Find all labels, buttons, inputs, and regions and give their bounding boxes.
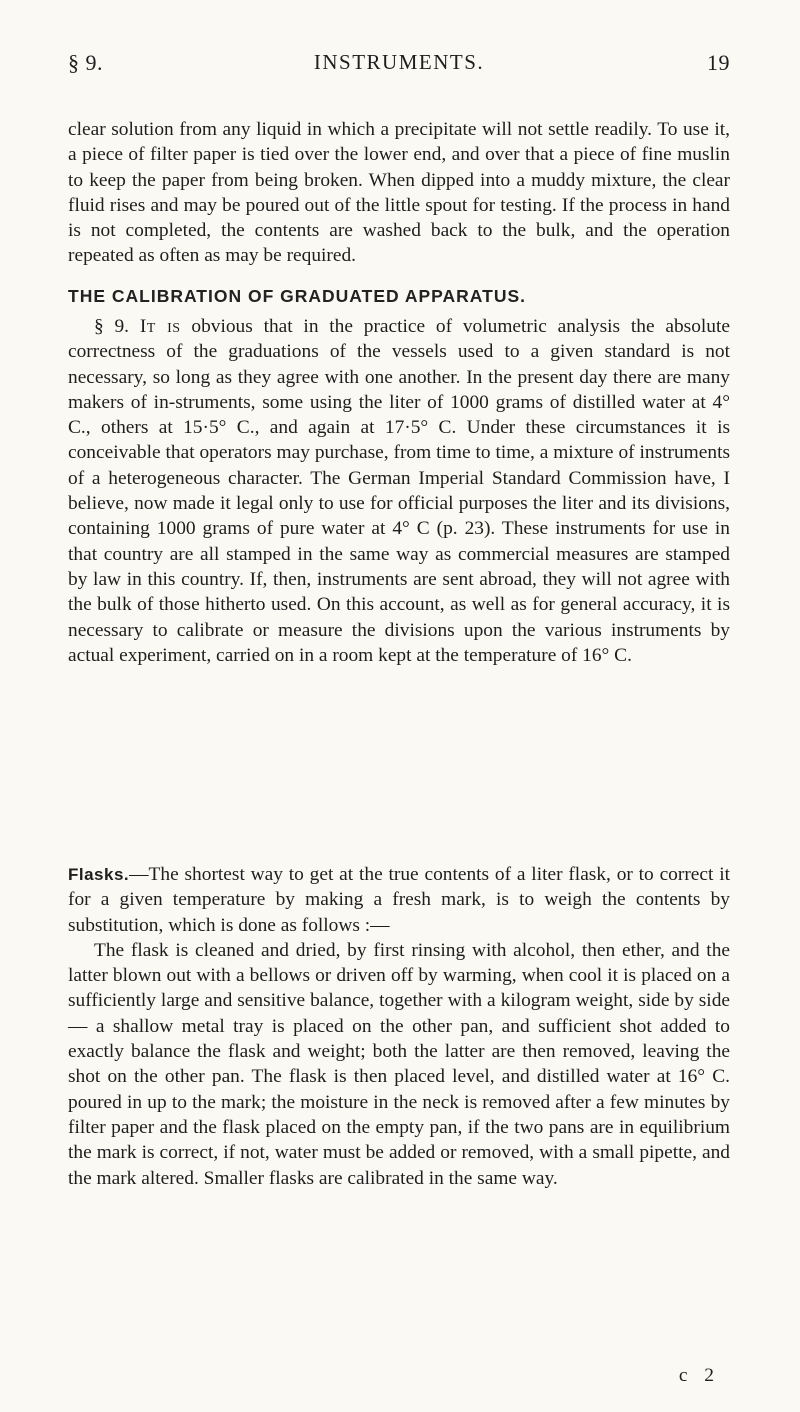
paragraph-2-text [68,314,730,668]
paragraph-3-text [68,862,730,938]
paragraph-2-body: obvious that in the practice of volumetric analysis the absolute correctness of the graduations of the vessels used to a given standard is not necessary, so long as they agree with one another. In the present day there are many makers of in-struments, some using the liter of 1000 grams of distilled water at 4° C., others at 15·5° C., and again at 17·5° C. Under these circumstances it is conceivable that operators may purchase, from time to time, a mixture of instruments of a heterogeneous character. The German Imperial Standard Commission have, I believe, now made it legal only to use for official purposes the liter and its divisions, containing 1000 grams of pure water at 4° C (p. 23). These instruments for use in that country are all stamped in the same way as commercial measures are stamped by law in this country. If, then, instruments are sent abroad, they will not agree with the bulk of those hitherto used. On this account, as well as for general accuracy, it is necessary to calibrate or measure the divisions upon the various instruments by actual experiment, carried on in a room kept at the temperature of 16° C. [68,316,730,666]
running-header [68,50,730,86]
paragraph-1 [68,117,730,269]
header-title: INSTRUMENTS. [313,50,485,74]
paragraph-4-text: The flask is cleaned and dried, by first rinsing with alcohol, then ether, and the latter blown out with a bellows or driven off by warming, when cool it is placed on a sufficiently large and sensitive balance, together with a kilogram weight, side by side— a shallow metal tray is placed on the other pan, and sufficient shot added to exactly balance the flask and weight; both the latter are then removed, leaving the shot on the other pan. The flask is then placed level, and distilled water at 16° C. poured in up to the mark; the moisture in the neck is removed after a few minutes by filter paper and the flask placed on the empty pan, if the two pans are in equilibrium the mark is correct, if not, water must be added or removed, with a small pipette, and the mark altered. Smaller flasks are calibrated in the same way. [68,939,730,1189]
paragraph-3-body: —The shortest way to get at the true contents of a liter flask, or to correct it for a given temperature by making a fresh mark, is to weigh the contents by substitution, which is done as follows :— [68,864,730,936]
flasks-runin-heading: Flasks. [68,865,130,884]
section-mark: § 9. [94,316,130,337]
paragraph-1-text: clear solution from any liquid in which a precipitate will not settle readily. To use it, a piece of filter paper is tied over the lower end, and over that a piece of fine muslin to keep the paper from being broken. When dipped into a muddy mixture, the clear fluid rises and may be poured out of the little spout for testing. If the process in hand is not completed, the contents are washed back to the bulk, and the operation repeated as often as may be required. [68,119,730,267]
paragraph-2 [68,314,730,668]
flasks-section [68,862,730,1191]
section-heading: THE CALIBRATION OF GRADUATED APPARATUS. [68,286,527,306]
page-number: 19 [707,50,730,75]
signature-mark: c 2 [678,1365,720,1386]
lead-words: It is [139,316,181,337]
page [68,50,730,1189]
header-section: § 9. [68,50,103,75]
